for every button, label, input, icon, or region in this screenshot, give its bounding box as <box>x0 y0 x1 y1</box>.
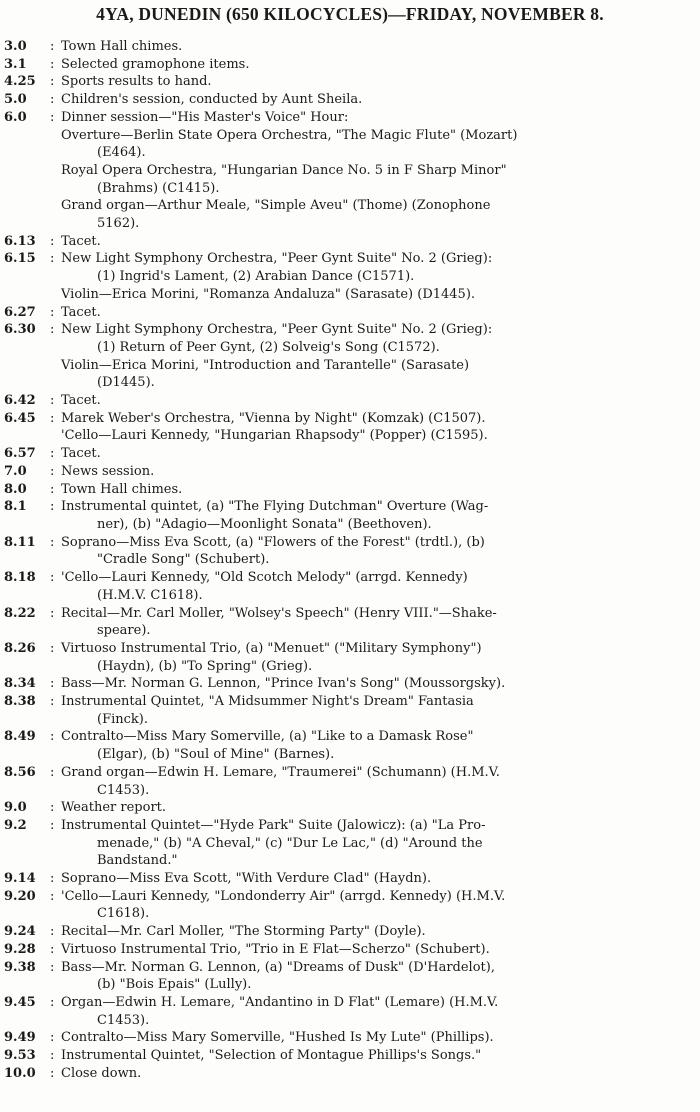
time-separator: : <box>50 871 55 887</box>
time-separator: : <box>50 251 55 267</box>
item-text: Marek Weber's Orchestra, "Vienna by Night" (Komzak) (C1507). <box>61 410 486 426</box>
programme-entry <box>0 109 700 233</box>
item-text: Contralto—Miss Mary Somerville, "Hushed Is My Lute" (Phillips). <box>61 1030 494 1046</box>
entry-time: 7.0 <box>4 463 27 479</box>
item-text: Grand organ—Arthur Meale, "Simple Aveu" (Thome) (Zonophone <box>61 198 491 214</box>
entry-time: 8.22 <box>4 605 36 621</box>
time-separator: : <box>50 800 55 816</box>
time-separator: : <box>50 817 55 833</box>
programme-entry <box>0 1047 700 1065</box>
entry-item <box>61 481 700 499</box>
time-separator: : <box>50 74 55 90</box>
entry-item <box>61 197 700 232</box>
item-text: Tacet. <box>61 233 101 249</box>
entry-item <box>61 764 700 799</box>
item-continuation: 5162). <box>97 216 140 232</box>
entry-time: 8.56 <box>4 764 36 780</box>
item-continuation: "Cradle Song" (Schubert). <box>97 552 270 568</box>
entry-item <box>61 959 700 994</box>
programme-entry <box>0 817 700 870</box>
item-text: Bass—Mr. Norman G. Lennon, (a) "Dreams of Dusk" (D'Hardelot), <box>61 959 495 975</box>
entry-time: 8.26 <box>4 640 36 656</box>
time-separator: : <box>50 924 55 940</box>
item-continuation: (Elgar), (b) "Soul of Mine" (Barnes). <box>97 747 335 763</box>
programme-entry <box>0 91 700 109</box>
item-text: Instrumental Quintet—"Hyde Park" Suite (Jalowicz): (a) "La Pro- <box>61 817 486 833</box>
time-separator: : <box>50 499 55 515</box>
entry-item <box>61 357 700 392</box>
entry-item <box>61 1029 700 1047</box>
entry-time: 9.20 <box>4 888 36 904</box>
programme-entry <box>0 56 700 74</box>
programme-entry <box>0 870 700 888</box>
entry-item <box>61 73 700 91</box>
programme-entry <box>0 569 700 604</box>
time-separator: : <box>50 1048 55 1064</box>
entry-item <box>61 56 700 74</box>
item-text: Recital—Mr. Carl Moller, "Wolsey's Speech" (Henry VIII."—Shake- <box>61 605 497 621</box>
programme-entry <box>0 321 700 392</box>
entry-item <box>61 445 700 463</box>
entry-time: 8.11 <box>4 534 36 550</box>
entry-item <box>61 286 700 304</box>
time-separator: : <box>50 109 55 125</box>
item-text: 'Cello—Lauri Kennedy, "Old Scotch Melody" (arrgd. Kennedy) <box>61 570 468 586</box>
entry-time: 9.14 <box>4 871 36 887</box>
entry-time: 3.0 <box>4 39 27 54</box>
item-continuation: (H.M.V. C1618). <box>97 587 203 603</box>
programme-entry <box>0 959 700 994</box>
entry-time: 6.13 <box>4 233 36 249</box>
item-text: Sports results to hand. <box>61 74 212 90</box>
entry-item <box>61 675 700 693</box>
entry-time: 6.42 <box>4 393 36 409</box>
time-separator: : <box>50 304 55 320</box>
entry-item <box>61 994 700 1029</box>
entry-time: 6.57 <box>4 446 36 462</box>
entry-time: 9.53 <box>4 1048 36 1064</box>
item-continuation: (Brahms) (C1415). <box>97 180 220 196</box>
entry-time: 6.15 <box>4 251 36 267</box>
entry-item <box>61 392 700 410</box>
entry-time: 9.0 <box>4 800 27 816</box>
entry-time: 8.38 <box>4 694 36 710</box>
entry-item <box>61 162 700 197</box>
entry-item <box>61 1065 700 1083</box>
entry-item <box>61 91 700 109</box>
item-text: Tacet. <box>61 393 101 409</box>
time-separator: : <box>50 888 55 904</box>
entry-time: 6.30 <box>4 322 36 338</box>
item-text: Contralto—Miss Mary Somerville, (a) "Like to a Damask Rose" <box>61 729 474 745</box>
time-separator: : <box>50 959 55 975</box>
item-text: Violin—Erica Morini, "Introduction and Tarantelle" (Sarasate) <box>61 357 470 373</box>
item-text: Tacet. <box>61 304 101 320</box>
item-continuation: C1453). <box>97 1012 150 1028</box>
entry-item <box>61 321 700 356</box>
item-continuation: speare). <box>97 623 151 639</box>
entry-time: 8.1 <box>4 499 27 515</box>
item-text: Children's session, conducted by Aunt Sheila. <box>61 92 363 108</box>
time-separator: : <box>50 764 55 780</box>
entry-time: 8.18 <box>4 570 36 586</box>
programme-entry <box>0 923 700 941</box>
programme-entry <box>0 481 700 499</box>
item-continuation: (E464). <box>97 145 146 161</box>
item-text: Weather report. <box>61 800 167 816</box>
entry-time: 9.38 <box>4 959 36 975</box>
item-text: News session. <box>61 463 155 479</box>
programme-entry <box>0 250 700 303</box>
item-continuation: Bandstand." <box>97 853 178 869</box>
programme-entry <box>0 605 700 640</box>
time-separator: : <box>50 605 55 621</box>
item-text: Virtuoso Instrumental Trio, "Trio in E Flat—Scherzo" (Schubert). <box>61 941 490 957</box>
item-text: Violin—Erica Morini, "Romanza Andaluza" (Sarasate) (D1445). <box>61 286 476 302</box>
time-separator: : <box>50 676 55 692</box>
item-text: Virtuoso Instrumental Trio, (a) "Menuet" ("Military Symphony") <box>61 640 482 656</box>
entry-item <box>61 410 700 428</box>
item-text: 'Cello—Lauri Kennedy, "Londonderry Air" (arrgd. Kennedy) (H.M.V. <box>61 888 506 904</box>
item-text: Bass—Mr. Norman G. Lennon, "Prince Ivan's Song" (Moussorgsky). <box>61 676 506 692</box>
entry-time: 4.25 <box>4 74 36 90</box>
time-separator: : <box>50 694 55 710</box>
entry-item <box>61 941 700 959</box>
item-text: Soprano—Miss Eva Scott, "With Verdure Clad" (Haydn). <box>61 871 432 887</box>
programme-entry <box>0 640 700 675</box>
item-continuation: (1) Return of Peer Gynt, (2) Solveig's Song (C1572). <box>97 339 440 355</box>
time-separator: : <box>50 322 55 338</box>
item-continuation: ner), (b) "Adagio—Moonlight Sonata" (Beethoven). <box>97 516 432 532</box>
item-text: Dinner session—"His Master's Voice" Hour: <box>61 109 349 125</box>
entry-time: 10.0 <box>4 1065 36 1081</box>
entry-item <box>61 250 700 285</box>
entry-time: 6.45 <box>4 410 36 426</box>
item-continuation: (Haydn), (b) "To Spring" (Grieg). <box>97 658 313 674</box>
entry-time: 9.28 <box>4 941 36 957</box>
programme-entry <box>0 994 700 1029</box>
entry-time: 6.0 <box>4 109 27 125</box>
programme-list <box>0 38 700 1082</box>
item-text: 'Cello—Lauri Kennedy, "Hungarian Rhapsody" (Popper) (C1595). <box>61 428 488 444</box>
programme-entry <box>0 1065 700 1083</box>
item-text: Recital—Mr. Carl Moller, "The Storming Party" (Doyle). <box>61 924 426 940</box>
station-header: 4YA, DUNEDIN (650 KILOCYCLES)—FRIDAY, NOVEMBER 8. <box>96 4 604 24</box>
item-text: Selected gramophone items. <box>61 56 250 72</box>
item-continuation: menade," (b) "A Cheval," (c) "Dur Le Lac," (d) "Around the <box>97 835 483 851</box>
entry-item <box>61 127 700 162</box>
programme-entry <box>0 445 700 463</box>
entry-time: 8.34 <box>4 676 36 692</box>
entry-time: 9.45 <box>4 994 36 1010</box>
programme-entry <box>0 73 700 91</box>
time-separator: : <box>50 233 55 249</box>
entry-time: 9.2 <box>4 817 27 833</box>
programme-entry <box>0 675 700 693</box>
time-separator: : <box>50 393 55 409</box>
programme-entry <box>0 941 700 959</box>
entry-time: 8.0 <box>4 481 27 497</box>
entry-item <box>61 569 700 604</box>
entry-time: 9.49 <box>4 1030 36 1046</box>
programme-entry <box>0 799 700 817</box>
entry-item <box>61 109 700 127</box>
entry-time: 6.27 <box>4 304 36 320</box>
time-separator: : <box>50 570 55 586</box>
item-text: New Light Symphony Orchestra, "Peer Gynt Suite" No. 2 (Grieg): <box>61 251 493 267</box>
programme-entry <box>0 888 700 923</box>
entry-item <box>61 534 700 569</box>
programme-entry <box>0 392 700 410</box>
entry-time: 5.0 <box>4 92 27 108</box>
programme-entry <box>0 410 700 445</box>
entry-time: 9.24 <box>4 924 36 940</box>
item-continuation: (1) Ingrid's Lament, (2) Arabian Dance (C1571). <box>97 269 415 285</box>
programme-entry <box>0 1029 700 1047</box>
item-text: Instrumental Quintet, "Selection of Montague Phillips's Songs." <box>61 1048 482 1064</box>
entry-item <box>61 498 700 533</box>
time-separator: : <box>50 446 55 462</box>
item-continuation: C1453). <box>97 782 150 798</box>
item-text: Royal Opera Orchestra, "Hungarian Dance No. 5 in F Sharp Minor" <box>61 162 507 178</box>
item-continuation: (Finck). <box>97 711 148 727</box>
time-separator: : <box>50 56 55 72</box>
time-separator: : <box>50 729 55 745</box>
item-text: Overture—Berlin State Opera Orchestra, "The Magic Flute" (Mozart) <box>61 127 518 143</box>
entry-item <box>61 427 700 445</box>
entry-item <box>61 817 700 870</box>
item-text: Town Hall chimes. <box>61 481 183 497</box>
item-text: Instrumental quintet, (a) "The Flying Dutchman" Overture (Wag- <box>61 499 489 515</box>
time-separator: : <box>50 994 55 1010</box>
item-text: Town Hall chimes. <box>61 39 183 54</box>
entry-item <box>61 870 700 888</box>
entry-item <box>61 1047 700 1065</box>
item-continuation: C1618). <box>97 906 150 922</box>
entry-item <box>61 693 700 728</box>
programme-entry <box>0 764 700 799</box>
item-continuation: (D1445). <box>97 375 155 391</box>
item-text: Organ—Edwin H. Lemare, "Andantino in D Flat" (Lemare) (H.M.V. <box>61 994 499 1010</box>
programme-entry <box>0 728 700 763</box>
time-separator: : <box>50 1030 55 1046</box>
time-separator: : <box>50 534 55 550</box>
programme-entry <box>0 463 700 481</box>
time-separator: : <box>50 92 55 108</box>
time-separator: : <box>50 640 55 656</box>
item-text: Tacet. <box>61 446 101 462</box>
programme-entry <box>0 534 700 569</box>
programme-entry <box>0 693 700 728</box>
entry-item <box>61 640 700 675</box>
time-separator: : <box>50 410 55 426</box>
time-separator: : <box>50 481 55 497</box>
item-text: New Light Symphony Orchestra, "Peer Gynt Suite" No. 2 (Grieg): <box>61 322 493 338</box>
entry-item <box>61 888 700 923</box>
item-continuation: (b) "Bois Epais" (Lully). <box>97 977 252 993</box>
item-text: Grand organ—Edwin H. Lemare, "Traumerei" (Schumann) (H.M.V. <box>61 764 500 780</box>
entry-item <box>61 304 700 322</box>
time-separator: : <box>50 463 55 479</box>
entry-time: 3.1 <box>4 56 27 72</box>
entry-item <box>61 463 700 481</box>
entry-item <box>61 605 700 640</box>
item-text: Soprano—Miss Eva Scott, (a) "Flowers of the Forest" (trdtl.), (b) <box>61 534 485 550</box>
programme-entry <box>0 304 700 322</box>
programme-entry <box>0 233 700 251</box>
programme-entry <box>0 498 700 533</box>
time-separator: : <box>50 39 55 54</box>
item-text: Close down. <box>61 1065 142 1081</box>
entry-item <box>61 799 700 817</box>
time-separator: : <box>50 1065 55 1081</box>
entry-item <box>61 728 700 763</box>
entry-time: 8.49 <box>4 729 36 745</box>
item-text: Instrumental Quintet, "A Midsummer Night's Dream" Fantasia <box>61 694 474 710</box>
entry-item <box>61 923 700 941</box>
programme-entry <box>0 38 700 56</box>
time-separator: : <box>50 941 55 957</box>
entry-item <box>61 38 700 56</box>
entry-item <box>61 233 700 251</box>
